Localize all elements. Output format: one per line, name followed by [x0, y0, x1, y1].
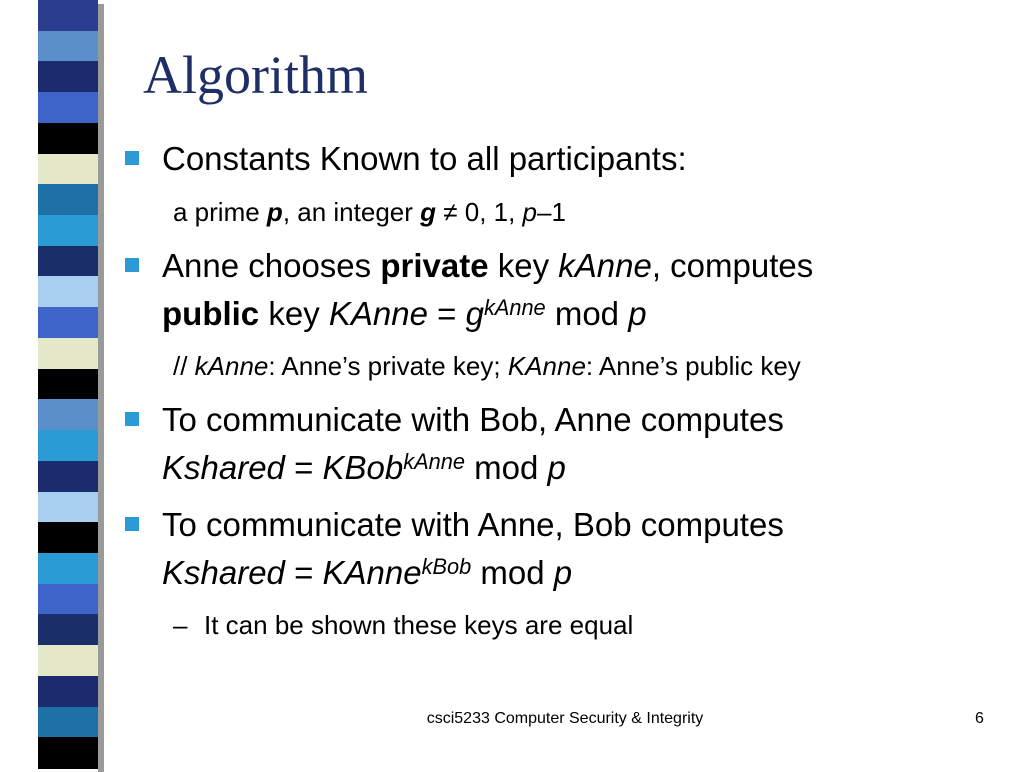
text-segment: a prime: [173, 197, 267, 227]
stripe-shadow: [98, 127, 104, 158]
var-kanne: kAnne: [194, 351, 269, 381]
var-p: p: [547, 449, 566, 486]
stripe-shadow: [98, 618, 104, 649]
stripe-block: [38, 737, 98, 769]
var-p: p: [522, 197, 538, 227]
keyword-private: private: [380, 247, 489, 284]
text-segment: –1: [537, 197, 566, 227]
stripe-shadow: [98, 250, 104, 281]
stripe-shadow: [98, 373, 104, 404]
bullet-bob-formula: [162, 553, 572, 597]
text-segment: =: [284, 554, 323, 591]
var-g: g: [420, 197, 437, 227]
var-kshared: Kshared: [162, 449, 285, 486]
square-bullet-icon: [125, 412, 139, 426]
stripe-shadow: [98, 434, 104, 465]
text-segment: key: [259, 295, 329, 332]
sub-bullet-prime: [173, 196, 566, 228]
stripe-shadow: [98, 65, 104, 96]
stripe-block: [38, 154, 98, 186]
stripe-block: [38, 92, 98, 124]
text-segment: =: [427, 295, 466, 332]
bullet-anne-formula: [162, 448, 566, 492]
bullet-anne-continued: [162, 294, 647, 338]
sub-bullet-key-comment: [173, 350, 801, 382]
text-segment: , an integer: [282, 197, 421, 227]
stripe-shadow: [98, 741, 104, 772]
stripe-block: [38, 338, 98, 370]
stripe-shadow: [98, 496, 104, 527]
text-segment: To communicate with Bob, Anne computes: [162, 401, 784, 438]
square-bullet-icon: [125, 151, 139, 165]
text-segment: //: [173, 351, 195, 381]
stripe-block: [38, 430, 98, 462]
stripe-block: [38, 307, 98, 339]
text-segment: mod: [471, 554, 554, 591]
text-segment: To communicate with Anne, Bob computes: [162, 506, 784, 543]
var-g: g: [465, 295, 484, 332]
stripe-shadow: [98, 35, 104, 66]
stripe-block: [38, 276, 98, 308]
square-bullet-icon: [125, 517, 139, 531]
stripe-block: [38, 707, 98, 739]
slide-title: Algorithm: [143, 45, 368, 105]
stripe-block: [38, 246, 98, 278]
stripe-block: [38, 399, 98, 431]
stripe-shadow: [98, 649, 104, 680]
text-segment: Anne chooses: [162, 247, 381, 284]
bullet-text: It can be shown these keys are equal: [204, 610, 634, 640]
stripe-shadow: [98, 526, 104, 557]
text-segment: : Anne’s public key: [585, 351, 801, 381]
var-KAnne: KAnne: [328, 295, 428, 332]
text-segment: key: [488, 247, 559, 284]
var-p: p: [553, 554, 573, 591]
text-segment: , computes: [651, 247, 814, 284]
stripe-block: [38, 461, 98, 493]
stripe-block: [38, 0, 98, 32]
page-number: 6: [975, 710, 984, 727]
square-bullet-icon: [125, 258, 139, 272]
bullet-anne-chooses: [162, 246, 813, 286]
stripe-shadow: [98, 403, 104, 434]
stripe-shadow: [98, 588, 104, 619]
stripe-shadow: [98, 342, 104, 373]
stripe-block: [38, 31, 98, 63]
stripe-shadow: [98, 280, 104, 311]
stripe-block: [38, 61, 98, 93]
stripe-shadow: [98, 465, 104, 496]
stripe-shadow: [98, 557, 104, 588]
dash-bullet-icon: –: [173, 610, 188, 640]
stripe-shadow: [98, 311, 104, 342]
stripe-block: [38, 584, 98, 616]
exponent: kAnne: [403, 449, 465, 475]
stripe-block: [38, 676, 98, 708]
stripe-block: [38, 215, 98, 247]
stripe-block: [38, 492, 98, 524]
stripe-block: [38, 369, 98, 401]
stripe-block: [38, 123, 98, 155]
stripe-block: [38, 645, 98, 677]
decorative-stripe: [38, 0, 98, 768]
stripe-shadow: [98, 219, 104, 250]
var-p: p: [266, 197, 283, 227]
stripe-shadow: [98, 96, 104, 127]
var-kanne: kAnne: [558, 247, 652, 284]
bullet-bob-computes: [162, 505, 784, 545]
stripe-shadow: [98, 4, 104, 35]
bullet-text: Constants Known to all participants:: [162, 140, 687, 177]
stripe-shadow: [98, 188, 104, 219]
stripe-block: [38, 522, 98, 554]
var-KAnne: KAnne: [507, 351, 586, 381]
stripe-block: [38, 184, 98, 216]
stripe-shadow: [98, 711, 104, 742]
stripe-shadow: [98, 680, 104, 711]
text-segment: mod: [545, 295, 629, 332]
var-KAnne: KAnne: [322, 554, 422, 591]
text-segment: mod: [464, 449, 548, 486]
exponent: kBob: [421, 554, 472, 580]
text-segment: : Anne’s private key;: [268, 351, 508, 381]
stripe-block: [38, 614, 98, 646]
keyword-public: public: [162, 295, 260, 332]
var-kbob: KBob: [322, 449, 404, 486]
var-p: p: [628, 295, 647, 332]
footer-course-title: csci5233 Computer Security & Integrity: [426, 710, 704, 727]
var-kshared: Kshared: [162, 554, 285, 591]
bullet-constants: [162, 139, 687, 179]
stripe-block: [38, 553, 98, 585]
stripe-shadow: [98, 158, 104, 189]
text-segment: =: [284, 449, 323, 486]
exponent: kAnne: [483, 295, 546, 321]
text-segment: ≠ 0, 1,: [436, 197, 523, 227]
bullet-anne-computes: [162, 400, 784, 440]
